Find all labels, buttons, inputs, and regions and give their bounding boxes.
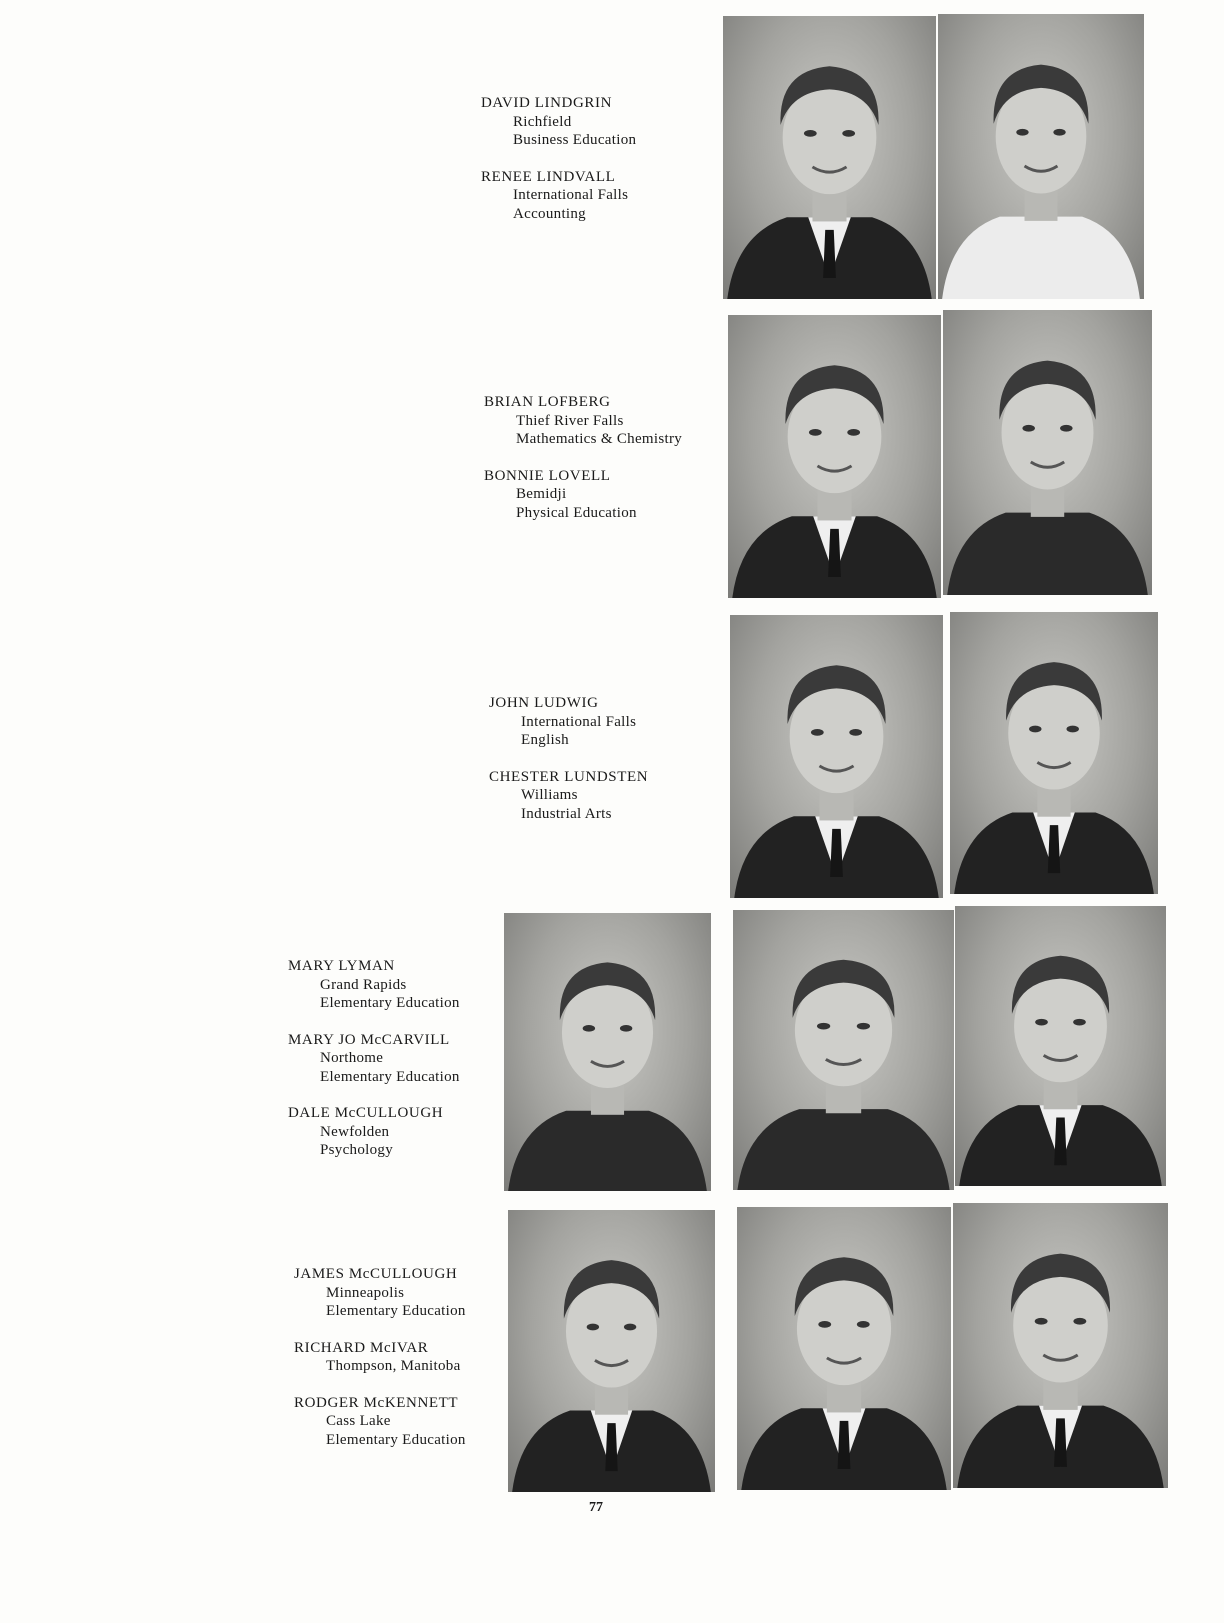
- person-major: Elementary Education: [320, 995, 460, 1011]
- portrait-photo: [943, 310, 1152, 595]
- person-entry: [481, 168, 636, 224]
- portrait-photo: [950, 612, 1158, 894]
- caption-group-5: [294, 1265, 466, 1449]
- portrait-photo: [938, 14, 1144, 299]
- person-name: BONNIE LOVELL: [484, 467, 611, 484]
- person-hometown: International Falls: [521, 713, 637, 730]
- caption-group-4: [288, 957, 460, 1160]
- person-entry: [294, 1394, 466, 1450]
- portrait-photo: [508, 1210, 715, 1492]
- portrait-photo: [953, 1203, 1168, 1488]
- person-hometown: Bemidji: [516, 486, 567, 502]
- person-major: Accounting: [513, 205, 586, 222]
- person-major: Psychology: [320, 1142, 394, 1158]
- person-hometown: Williams: [521, 787, 578, 803]
- caption-group-2: [484, 393, 682, 522]
- person-name: MARY LYMAN: [288, 958, 395, 974]
- caption-group-3: [489, 694, 648, 823]
- person-name: JAMES McCULLOUGH: [294, 1266, 458, 1282]
- person-major: Elementary Education: [320, 1068, 460, 1085]
- portrait-photo: [737, 1207, 951, 1490]
- person-hometown: Northome: [320, 1050, 384, 1066]
- portrait-photo: [504, 913, 711, 1191]
- person-major: English: [521, 732, 569, 748]
- person-hometown: Thief River Falls: [516, 412, 624, 429]
- person-major: Physical Education: [516, 504, 637, 521]
- person-entry: [489, 694, 648, 750]
- page-number: 77: [589, 1500, 603, 1515]
- person-entry: [294, 1265, 466, 1321]
- person-entry: [288, 1104, 460, 1160]
- person-major: Mathematics & Chemistry: [516, 431, 683, 447]
- person-name: RICHARD McIVAR: [294, 1339, 429, 1356]
- person-entry: [288, 1031, 460, 1087]
- portrait-photo: [733, 910, 954, 1190]
- person-major: Elementary Education: [326, 1431, 466, 1448]
- person-hometown: Grand Rapids: [320, 976, 407, 993]
- portrait-photo: [730, 615, 943, 898]
- person-hometown: Minneapolis: [326, 1284, 405, 1301]
- person-entry: [484, 393, 682, 449]
- person-entry: [288, 957, 460, 1013]
- person-hometown: Cass Lake: [326, 1413, 391, 1429]
- person-name: RENEE LINDVALL: [481, 168, 616, 185]
- person-name: DAVID LINDGRIN: [481, 95, 613, 111]
- person-name: MARY JO McCARVILL: [288, 1031, 450, 1048]
- person-name: JOHN LUDWIG: [489, 695, 599, 711]
- person-name: BRIAN LOFBERG: [484, 394, 611, 410]
- person-name: DALE McCULLOUGH: [288, 1105, 444, 1121]
- person-hometown: Newfolden: [320, 1123, 390, 1140]
- person-major: Industrial Arts: [521, 805, 612, 822]
- person-hometown: Richfield: [513, 113, 572, 130]
- portrait-photo: [723, 16, 936, 299]
- person-name: CHESTER LUNDSTEN: [489, 768, 649, 785]
- person-entry: [481, 94, 636, 150]
- person-entry: [489, 768, 648, 824]
- person-hometown: Thompson, Manitoba: [326, 1358, 461, 1374]
- person-entry: [484, 467, 682, 523]
- person-major: Elementary Education: [326, 1303, 466, 1319]
- person-entry: [294, 1339, 466, 1376]
- person-major: Business Education: [513, 132, 637, 148]
- portrait-photo: [728, 315, 941, 598]
- caption-group-1: [481, 94, 636, 223]
- person-name: RODGER McKENNETT: [294, 1394, 459, 1411]
- portrait-photo: [955, 906, 1166, 1186]
- person-hometown: International Falls: [513, 187, 629, 203]
